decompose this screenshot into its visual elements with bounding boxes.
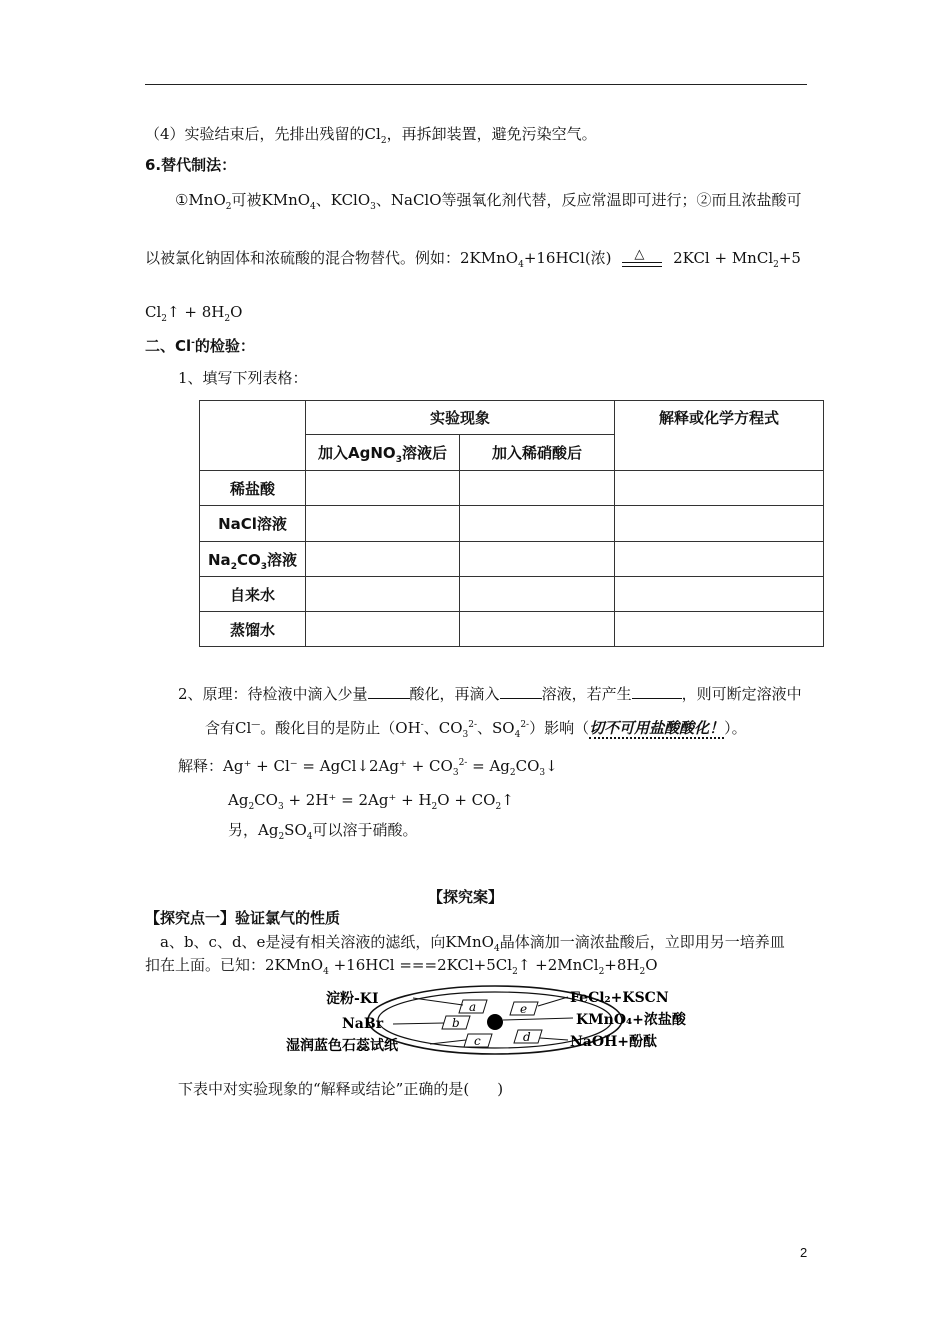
- svg-text:a: a: [469, 1000, 477, 1014]
- row-label: 稀盐酸: [200, 471, 306, 506]
- label-nabr: NaBr: [342, 1016, 384, 1032]
- answer-cell[interactable]: [615, 612, 824, 647]
- kmno4-crystal: [487, 1014, 503, 1030]
- head-add-agno3: 加入AgNO$_3$溶液后: [306, 435, 460, 471]
- step4-text: （4）实验结束后，先排出残留的$Cl_2$，再拆卸装置，避免污染空气。: [145, 125, 597, 146]
- warning-emphasis: 切不可用盐酸酸化！: [589, 719, 725, 737]
- label-starch-ki: 淀粉-KI: [326, 991, 379, 1007]
- explain-line-2: $Ag_2CO_3 + 2H^+ = 2Ag^+ + H_2O$ + $CO_2↑$: [228, 791, 514, 812]
- blank-phenomenon[interactable]: [632, 684, 682, 699]
- heat-equals-sign: △: [622, 249, 662, 269]
- principle-line-1: 2、原理：待检液中滴入少量 酸化，再滴入 溶液，若产生 ，则可断定溶液中: [178, 685, 802, 703]
- answer-cell[interactable]: [615, 577, 824, 612]
- pad-c: [464, 1034, 492, 1048]
- answer-cell[interactable]: [306, 542, 460, 577]
- pad-e: [510, 1002, 538, 1016]
- row-label: 自来水: [200, 577, 306, 612]
- answer-cell[interactable]: [306, 506, 460, 542]
- petri-dish-diagram: [280, 980, 720, 1060]
- head-phenomenon: 实验现象: [306, 401, 615, 435]
- explore-desc-1: a、b、c、d、e是浸有相关溶液的滤纸，向KMnO$_4$晶体滴加一滴浓盐酸后，立即用另一培养皿: [160, 933, 785, 954]
- row-label: 蒸馏水: [200, 612, 306, 647]
- label-litmus: 湿润蓝色石蕊试纸: [286, 1038, 398, 1054]
- answer-cell[interactable]: [460, 577, 615, 612]
- explore-desc-2: 扣在上面。已知：2KMnO$_4$ $+16HCl ===2KCl+5Cl_2↑$ $+2MnCl_2+8H_2O$: [145, 956, 658, 977]
- alt-method-heading: 6.替代制法：: [145, 156, 237, 174]
- svg-text:b: b: [452, 1016, 460, 1030]
- head-explain: 解释或化学方程式: [615, 401, 824, 471]
- cl-test-heading: 二、Cl-的检验：: [145, 337, 255, 355]
- principle-line-2: 含有Cl—。酸化目的是防止（OH-、$CO_3^{2-}$、$SO_4^{2-}$）影响（切不可用盐酸酸化！）。: [205, 719, 747, 740]
- pad-d: [514, 1030, 542, 1044]
- head-add-hno3: 加入稀硝酸后: [460, 435, 615, 471]
- answer-cell[interactable]: [460, 471, 615, 506]
- alt-method-paragraph-3: $Cl_2↑ + 8H_2O$: [145, 303, 243, 324]
- blank-solution[interactable]: [500, 684, 542, 699]
- explain-line-3: 另，$Ag_2SO_4$可以溶于硝酸。: [228, 821, 418, 842]
- label-kmno4-hcl: KMnO₄+浓盐酸: [576, 1012, 686, 1028]
- svg-text:e: e: [520, 1002, 528, 1016]
- answer-cell[interactable]: [306, 612, 460, 647]
- svg-text:c: c: [474, 1034, 481, 1048]
- cl-test-table: [199, 400, 824, 647]
- explore-title: 【探究案】: [428, 888, 504, 906]
- alt-method-paragraph-2: 以被氯化钠固体和浓硫酸的混合物替代。例如：2KMnO$_4$+16HCl(浓) △ 2KCl + MnCl$_2$+5: [145, 247, 801, 270]
- explore-point-1: 【探究点一】验证氯气的性质: [145, 909, 341, 927]
- answer-cell[interactable]: [460, 542, 615, 577]
- answer-cell[interactable]: [460, 612, 615, 647]
- answer-cell[interactable]: [615, 542, 824, 577]
- explain-line-1: 解释：Ag⁺ + Cl⁻ = AgCl↓2Ag⁺ + $CO_3^{2-}$ = $Ag_2CO_3↓$: [178, 757, 558, 778]
- pad-b: [442, 1016, 470, 1030]
- svg-text:d: d: [523, 1030, 531, 1044]
- answer-cell[interactable]: [306, 471, 460, 506]
- header-rule: [145, 84, 807, 85]
- answer-cell[interactable]: [460, 506, 615, 542]
- blank-acid[interactable]: [368, 684, 410, 699]
- table-task: 1、填写下列表格：: [178, 369, 308, 387]
- answer-cell[interactable]: [306, 577, 460, 612]
- table-corner: [200, 401, 306, 471]
- pad-a: [459, 1000, 487, 1014]
- label-naoh-phenolphthalein: NaOH+酚酞: [570, 1034, 658, 1050]
- row-label: NaCl溶液: [200, 506, 306, 542]
- alt-method-paragraph-1: ①MnO$_2$可被KMnO$_4$、KClO$_3$、NaClO等强氧化剂代替，反应常温即可进行；②而且浓盐酸可: [175, 191, 802, 212]
- label-fecl2-kscn: FeCl₂+KSCN: [570, 990, 669, 1006]
- question-text: 下表中对实验现象的“解释或结论”正确的是( ): [178, 1080, 504, 1098]
- page-number: 2: [800, 1245, 808, 1260]
- row-label: $Na_2CO_3$溶液: [200, 542, 306, 577]
- answer-cell[interactable]: [615, 471, 824, 506]
- answer-cell[interactable]: [615, 506, 824, 542]
